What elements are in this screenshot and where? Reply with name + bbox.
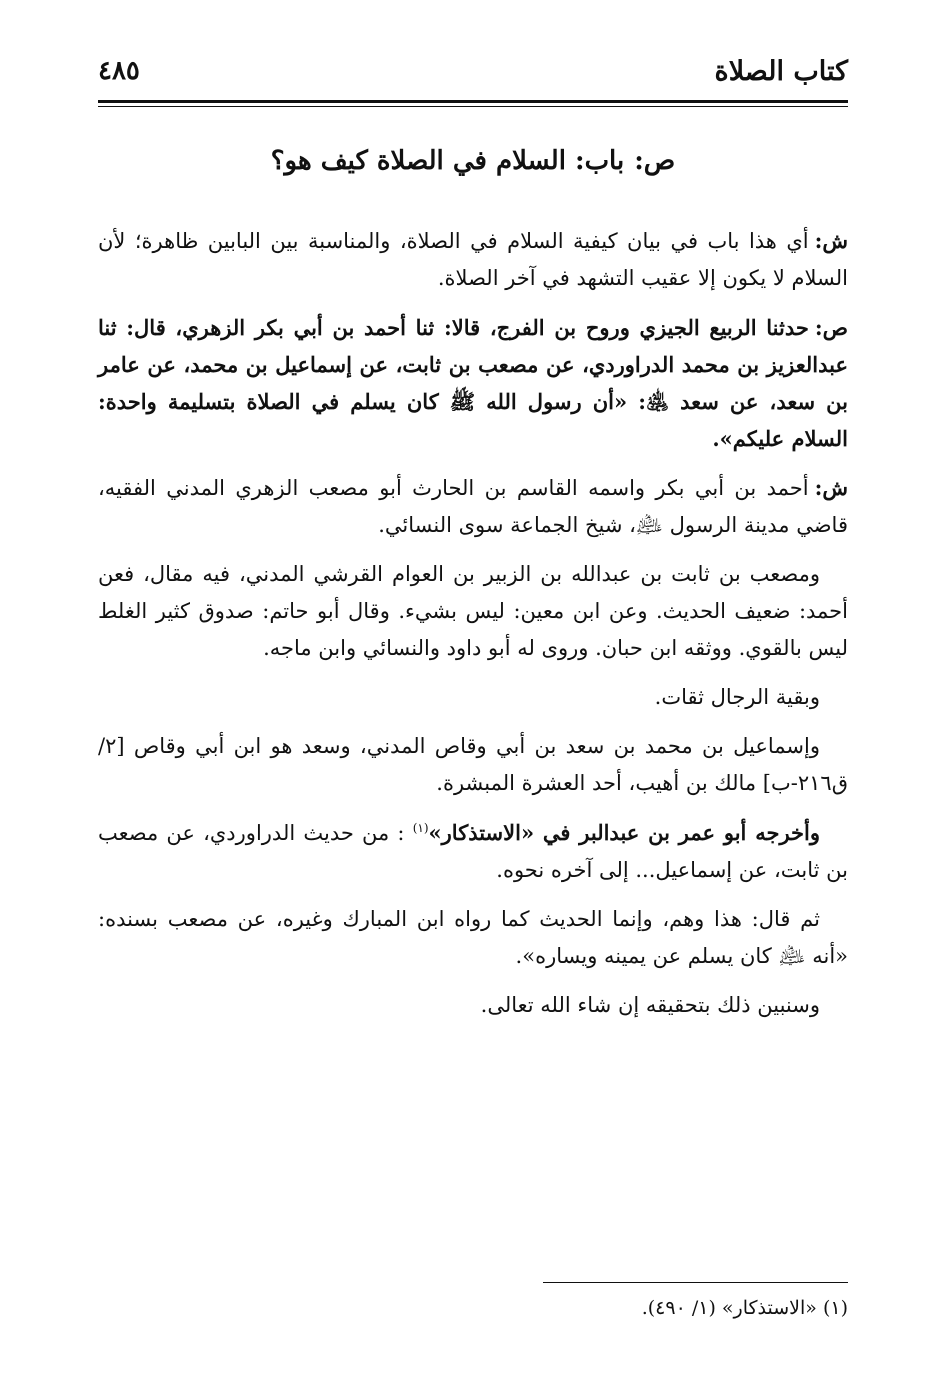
paragraph-lead: ش: bbox=[814, 475, 848, 500]
paragraph-text: حدثنا الربيع الجيزي وروح بن الفرج، قالا: ثنا أحمد بن أبي بكر الزهري، قال: ثنا عبدالعزيز بن محمد الدراوردي، عن مصعب بن ثابت، عن إسماعيل بن محمد، عن عامر بن سعد، عن سعد ﵁: «أن رسول الله ﷺ كان يسلم في الصلاة بتسليمة واحدة: السلام عليكم». bbox=[98, 315, 848, 451]
paragraph-text: أحمد بن أبي بكر واسمه القاسم بن الحارث أبو مصعب الزهري المدني الفقيه، قاضي مدينة الرسول ﵇، شيخ الجماعة سوى النسائي. bbox=[98, 476, 848, 537]
header-rule-thick bbox=[98, 100, 848, 103]
paragraph-lead: ش: bbox=[814, 228, 848, 253]
footnote-reference[interactable]: (١) bbox=[412, 821, 429, 835]
paragraph-lead: ص: bbox=[814, 315, 848, 340]
running-header bbox=[98, 52, 848, 96]
commentary-paragraph: ومصعب بن ثابت بن عبدالله بن الزبير بن العوام القرشي المدني، فيه مقال، فعن أحمد: ضعيف الحديث. وعن ابن معين: ليس بشيء. وقال أبو حاتم: صدوق كثير الغلط ليس بالقوي. ووثقه ابن حبان. وروى له أبو داود والنسائي وابن ماجه. bbox=[98, 562, 848, 660]
commentary-paragraph: وبقية الرجال ثقات. bbox=[654, 685, 820, 709]
chapter-heading bbox=[98, 146, 848, 176]
chapter-title: باب: السلام في الصلاة كيف هو؟ bbox=[270, 146, 625, 176]
chapter-tag: ص: bbox=[634, 146, 676, 176]
commentary-paragraph: وسنبين ذلك بتحقيقه إن شاء الله تعالى. bbox=[480, 993, 820, 1017]
footnote: (١) «الاستذكار» (١/ ٤٩٠). bbox=[641, 1297, 848, 1319]
paragraph-lead: وأخرجه أبو عمر بن عبدالبر في «الاستذكار» bbox=[428, 820, 820, 845]
commentary-paragraph bbox=[98, 814, 848, 889]
main-text bbox=[98, 222, 848, 1036]
footnote-separator bbox=[543, 1282, 848, 1283]
commentary-paragraph: وإسماعيل بن محمد بن سعد بن أبي وقاص المدني، وسعد هو ابن أبي وقاص [٢/ ق٢١٦-ب] مالك بن أهيب، أحد العشرة المبشرة. bbox=[98, 734, 848, 795]
header-rule-thin bbox=[98, 106, 848, 107]
paragraph-text: أي هذا باب في بيان كيفية السلام في الصلاة، والمناسبة بين البابين ظاهرة؛ لأن السلام لا يكون إلا عقيب التشهد في آخر الصلاة. bbox=[98, 229, 848, 290]
commentary-paragraph: ثم قال: هذا وهم، وإنما الحديث كما رواه ابن المبارك وغيره، عن مصعب بسنده: «أنه ﵇ كان يسلم عن يمينه ويساره». bbox=[98, 907, 848, 968]
running-header-title: كتاب الصلاة bbox=[714, 56, 848, 87]
page-number: ٤٨٥ bbox=[98, 56, 140, 86]
hadith-paragraph bbox=[98, 309, 848, 457]
commentary-paragraph bbox=[98, 222, 848, 297]
paragraph-text: : من حديث الدراوردي، عن مصعب بن ثابت، عن إسماعيل... إلى آخره نحوه. bbox=[98, 821, 848, 882]
commentary-paragraph bbox=[98, 469, 848, 544]
